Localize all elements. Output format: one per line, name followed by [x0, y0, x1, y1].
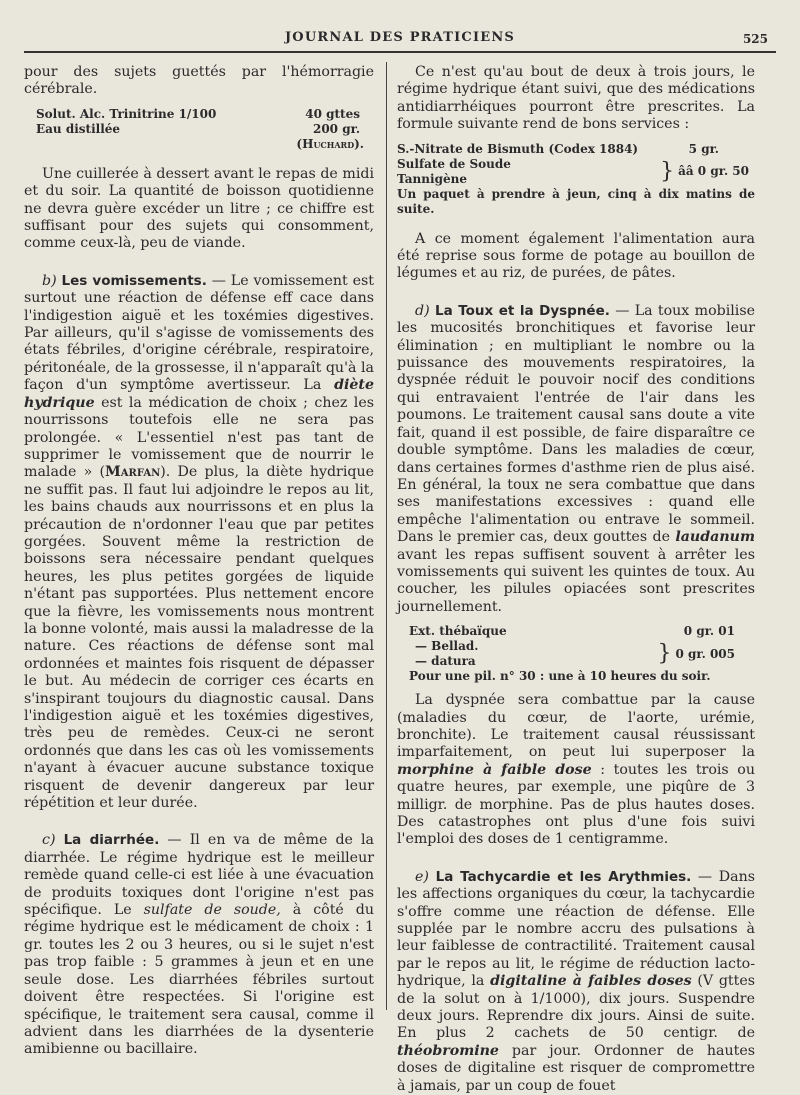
section-letter: d)	[415, 302, 430, 319]
section-text: à côté du régime hydrique est le médicament de choix : 1 gr. toutes les 2 ou 3 heures, ou si le sujet n'est pas trop faible : 5 grammes à jeun et en une seule dose. Les diarrhées fébriles surtout doivent être respectées. Si l'origine est spécifique, le traitement sera causal, comme il advient dans les diarrhées de la dysenterie amibienne ou bacillaire.	[24, 902, 374, 1058]
journal-title: JOURNAL DES PRATICIENS	[284, 30, 516, 45]
section-text: — Le vomissement est surtout une réaction de défense eff cace dans l'indigestion aiguë et les toxémies digestives. Par ailleurs, qu'il s'agisse de vomissements des états fébriles, d'origine cérébrale, respiratoire, péritonéale, de la grossesse, il n'apparaît qu'à la façon d'un symptôme avertisseur. La	[24, 272, 374, 394]
rx-item-qty: 200 gr.	[312, 121, 360, 136]
rx-row	[409, 624, 755, 639]
rx-item-qty: 0 gr. 01	[683, 624, 735, 639]
rx-brace-group	[397, 157, 755, 187]
rx-item-name: Ext. thébaïque	[409, 624, 507, 639]
rx-note: Un paquet à prendre à jeun, cinq à dix matins de suite.	[397, 186, 755, 216]
emphasis-text: diète hydrique	[24, 377, 374, 411]
section-toux	[397, 303, 755, 616]
prescription-opiacees	[409, 624, 755, 684]
paragraph: Une cuillerée à dessert avant le repas de midi et du soir. La quantité de boisson quotidienne ne devra guère excéder un litre ; ce chiffre est suffisant pour des sujets qui consomment, comme ceux-là, peu de viande.	[24, 165, 374, 252]
paragraph: A ce moment également l'alimentation aura été reprise sous forme de potage au bouillon de légumes et au riz, de purées, de pâtes.	[397, 230, 755, 282]
section-text: (V gttes de la solut on à 1/1000), dix jours. Suspendre deux jours. Reprendre dix jours. Ainsi de suite. En plus 2 cachets de 50 centigr. de	[397, 973, 755, 1042]
section-heading: La Tachycardie et les Arythmies.	[435, 868, 692, 885]
section-diarrhee	[24, 832, 374, 1058]
prescription-trinitrine	[36, 107, 374, 152]
section-letter: c)	[42, 832, 56, 849]
emphasis-text: digitaline à faibles doses	[490, 973, 692, 990]
emphasis-text: morphine à faible dose	[397, 761, 592, 778]
paragraph: Ce n'est qu'au bout de deux à trois jours, le régime hydrique étant suivi, que des médications antidiarrhéiques pourront être prescrites. La formule suivante rend de bons services :	[397, 64, 755, 133]
section-heading: La Toux et la Dyspnée.	[434, 302, 610, 319]
section-vomissements	[24, 273, 374, 813]
section-text: La dyspnée sera combattue par la cause (maladies du cœur, de l'aorte, urémie, bronchite). Le traitement causal réussissant imparfaitement, on peut lui superposer la	[397, 692, 755, 761]
rx-note: Pour une pil. n° 30 : une à 10 heures du soir.	[409, 669, 711, 684]
paragraph: pour des sujets guettés par l'hémorragie cérébrale.	[24, 64, 374, 98]
page-number: 525	[742, 32, 768, 46]
section-text: : toutes les trois ou quatre heures, par exemple, une piqûre de 3 milligr. de morphine. Pas de plus hautes doses. Des catastrophes ont plus d'une fois suivi l'emploi des doses de 1 centigramme.	[397, 761, 755, 848]
column-divider	[386, 62, 387, 1010]
rx-item-qty: 40 gttes	[305, 106, 360, 121]
right-column	[397, 64, 755, 1095]
rx-item-name: Tannigène	[397, 171, 467, 186]
brace-glyph: }	[660, 158, 675, 184]
rx-item-qty: ââ 0 gr. 50	[678, 164, 749, 179]
rx-item-qty: 5 gr.	[688, 141, 719, 156]
rx-item-qty: 0 gr. 005	[675, 646, 735, 661]
header-rule	[24, 51, 776, 53]
section-heading: Les vomissements.	[61, 272, 207, 289]
paragraph-dyspnee	[397, 692, 755, 849]
rx-brace-items	[397, 157, 660, 187]
section-heading: La diarrhée.	[63, 832, 160, 849]
rx-brace-items	[409, 639, 657, 669]
emphasis-text: laudanum	[675, 529, 755, 546]
section-letter: e)	[415, 868, 429, 885]
cited-author: Marfan	[105, 464, 161, 481]
rx-item-name: — datura	[415, 654, 476, 669]
page-header	[24, 0, 776, 52]
emphasis-text: théobromine	[397, 1042, 499, 1059]
rx-author: (Huchard).	[296, 136, 364, 151]
rx-item-name: Solut. Alc. Trinitrine 1/100	[36, 106, 217, 121]
prescription-bismuth	[397, 142, 755, 217]
rx-row	[397, 142, 755, 157]
section-text: avant les repas suffisent souvent à arrêter les vomissements qui suivent les quintes de toux. Au coucher, les pilules opiacées sont prescrites journellement.	[397, 546, 755, 615]
rx-brace-group	[409, 639, 755, 669]
section-text: est la médication de choix ; chez les nourrissons toutefois elle ne sera pas prolongée. « L'essentiel n'est pas tant de supprimer le vomissement que de nourrir le malade » (	[24, 394, 374, 481]
section-text: — Dans les affections organiques du cœur, la tachycardie s'offre comme une réaction de défense. Elle supplée par le nombre accru des pulsations à leur faiblesse de contractilité. Traitement causal par le repos au lit, le régime de réduction lacto-hydrique, la	[397, 868, 755, 990]
rx-item-name: — Bellad.	[415, 639, 479, 654]
section-tachycardie	[397, 869, 755, 1095]
section-text: — Il en va de même de la diarrhée. Le régime hydrique est le meilleur remède quand celle-ci est liée à une évacuation de produits toxiques dont l'origine n'est pas spécifique. Le	[24, 832, 374, 919]
rx-item-name: Eau distillée	[36, 121, 121, 136]
rx-row	[36, 122, 374, 137]
brace-glyph: }	[657, 641, 672, 667]
rx-row	[36, 107, 374, 122]
section-text: — La toux mobilise les mucosités bronchitiques et favorise leur élimination ; en multipliant le nombre ou la puissance des mouvements respiratoires, la dyspnée réduit le pouvoir nocif des conditions qui entravaient l'entrée de l'air dans les poumons. Le traitement causal sans doute a vite fait, quand il est possible, de faire disparaître ce double symptôme. Dans les maladies de cœur, dans certaines formes d'asthme rien de plus aisé. En général, la toux ne sera combattue que dans ses manifestations excessives : quand elle empêche l'alimentation ou entrave le sommeil. Dans le premier cas, deux gouttes de	[397, 302, 756, 546]
section-text: par jour. Ordonner de hautes doses de digitaline est risquer de compromettre à jamais, par un coup de fouet	[397, 1042, 755, 1094]
rx-item-name: Sulfate de Soude	[397, 156, 511, 171]
section-text: ). De plus, la diète hydrique ne suffit pas. Il faut lui adjoindre le repos au lit, les bains chauds aux nourrissons et en plus la précaution de n'ordonner l'eau que par petites gorgées. Souvent même la restriction de boissons sera nécessaire pendant quelques heures, les plus petites gorgées de liquide n'étant pas supportées. Plus nettement encore que la fièvre, les vomissements nous montrent la bonne volonté, mais aussi la maladresse de la nature. Ces réactions de défense sont mal ordonnées et maintes fois risquent de dépasser le but. Au médecin de corriger ces écarts en s'inspirant toujours du diagnostic causal. Dans l'indigestion aiguë et les toxémies digestives, très peu de remèdes. Ceux-ci ne seront ordonnés que dans les cas où les vomissements n'ayant à évacuer aucune substance toxique risquent de devenir dangereux par leur répétition et leur durée.	[24, 464, 374, 812]
rx-item-name: S.-Nitrate de Bismuth (Codex 1884)	[397, 141, 639, 156]
emphasis-text: sulfate de soude,	[143, 902, 281, 919]
left-column	[24, 64, 374, 1059]
section-letter: b)	[42, 272, 57, 289]
